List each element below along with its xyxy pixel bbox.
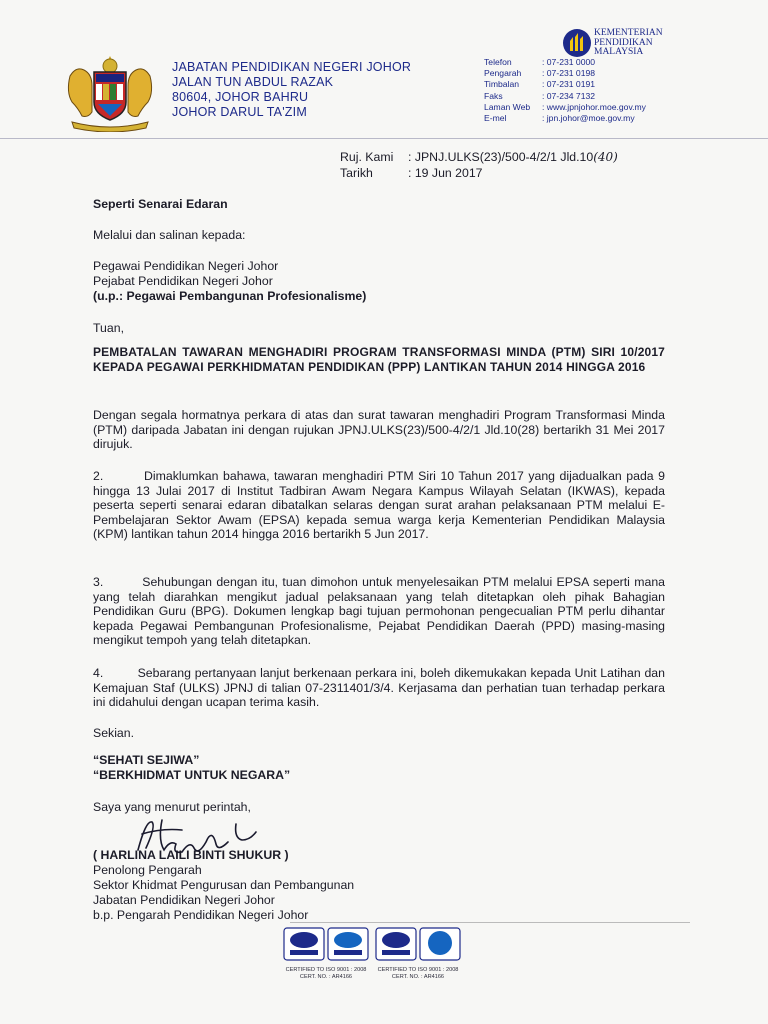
letter-date: : 19 Jun 2017 xyxy=(408,165,483,180)
recipient-line: Pegawai Pendidikan Negeri Johor xyxy=(93,259,279,273)
paragraph: Dengan segala hormatnya perkara di atas dan surat tawaran menghadiri Program Transformasi Minda (PTM) daripada Jabatan ini dengan rujukan JPNJ.ULKS(23)/500-4/2/1 Jld.10(28) bertarikh 31 Mei 2017 dirujuk. xyxy=(93,408,665,452)
contact-row: E-mel : jpn.johor@moe.gov.my xyxy=(484,113,635,124)
recipient-attention: (u.p.: Pegawai Pembangunan Profesionalisme) xyxy=(93,289,367,303)
closing-saya: Saya yang menurut perintah, xyxy=(93,800,251,814)
recipient-via: Melalui dan salinan kepada: xyxy=(93,228,246,242)
letterhead-divider xyxy=(0,138,768,139)
contact-row: Telefon : 07-231 0000 xyxy=(484,57,596,67)
contact-row: Faks : 07-234 7132 xyxy=(484,90,596,101)
closing-sekian: Sekian. xyxy=(93,726,135,740)
organization-address xyxy=(172,60,411,120)
contact-row: Laman Web : www.jpnjohor.moe.gov.my xyxy=(484,101,646,112)
motto-line: “SEHATI SEJIWA” xyxy=(93,753,200,767)
certification-caption: CERTIFIED TO ISO 9001 : 2008 CERT. NO. : AR4166 xyxy=(377,967,459,980)
signatory-title: Penolong Pengarah xyxy=(93,863,202,877)
coat-of-arms-icon xyxy=(62,52,158,132)
org-state: JOHOR DARUL TA'ZIM xyxy=(172,105,307,119)
paragraph: 3. Sehubungan dengan itu, tuan dimohon untuk menyelesaikan PTM melalui EPSA seperti mana yang telah diarahkan mengikut jadual pelaksanaan yang telah ditetapkan oleh pihak Bahagian Pendidikan Guru (BPG). Dokumen lengkap bagi tujuan permohonan pengecualian PTM perlu dihantar kepada Pegawai Pembangunan Profesionalisme, Pejabat Pendidikan Daerah (PPD) masing-masing mengikut tempoh yang telah ditetapkan. xyxy=(93,575,665,648)
org-street: JALAN TUN ABDUL RAZAK xyxy=(172,75,334,89)
signatory-sector: Sektor Khidmat Pengurusan dan Pembangunan xyxy=(93,878,355,892)
paragraph: 2. Dimaklumkan bahawa, tawaran menghadiri PTM Siri 10 Tahun 2017 yang dijadualkan pada 9 hingga 13 Julai 2017 di Institut Tadbiran Awam Negara Kampus Wilayah Selatan (IKWAS), kepada peserta seperti senarai edaran dibatalkan selaras dengan surat arahan pelaksanaan PTM melalui E-Pembelajaran Sektor Awam (EPSA) kepada semua warga kerja Kementerian Pendidikan Malaysia (KPM) lantikan tahun 2014 hingga 2016 bertarikh 5 Jun 2017. xyxy=(93,469,665,542)
org-name: JABATAN PENDIDIKAN NEGERI JOHOR xyxy=(172,60,412,74)
contact-row: Pengarah : 07-231 0198 xyxy=(484,68,596,79)
signatory-behalf: b.p. Pengarah Pendidikan Negeri Johor xyxy=(93,908,309,922)
contact-details xyxy=(484,57,646,124)
letter-subject: PEMBATALAN TAWARAN MENGHADIRI PROGRAM TRANSFORMASI MINDA (PTM) SIRI 10/2017 KEPADA PEGAWAI PERKHIDMATAN PENDIDIKAN (PPP) LANTIKAN TAHUN 2014 HINGGA 2016 xyxy=(93,345,665,374)
reference-row: Ruj. Kami : JPNJ.ULKS(23)/500-4/2/1 Jld.10 (40) xyxy=(340,150,618,164)
footer-divider xyxy=(290,922,690,923)
signatory-name: ( HARLINA LAILI BINTI SHUKUR ) xyxy=(93,848,289,862)
paragraph: 4. Sebarang pertanyaan lanjut berkenaan perkara ini, boleh dikemukakan kepada Unit Latihan dan Kemajuan Staf (ULKS) JPNJ di talian 07-2311401/3/4. Kerjasama dan perhatian tuan terhadap perkara ini didahului dengan ucapan terima kasih. xyxy=(93,666,665,710)
org-postcode: 80604, JOHOR BAHRU xyxy=(172,90,309,104)
contact-row: Timbalan : 07-231 0191 xyxy=(484,79,596,90)
reference-block xyxy=(340,150,618,181)
ministry-name: KEMENTERIAN PENDIDIKAN MALAYSIA xyxy=(594,28,663,58)
salutation: Tuan, xyxy=(93,321,124,335)
date-row: Tarikh : 19 Jun 2017 xyxy=(340,165,483,180)
recipient-to: Seperti Senarai Edaran xyxy=(93,197,228,211)
recipient-line: Pejabat Pendidikan Negeri Johor xyxy=(93,274,273,288)
motto-line: “BERKHIDMAT UNTUK NEGARA” xyxy=(93,768,291,782)
signatory-department: Jabatan Pendidikan Negeri Johor xyxy=(93,893,275,907)
reference-number: : JPNJ.ULKS(23)/500-4/2/1 Jld.10 xyxy=(408,150,594,164)
certification-caption: CERTIFIED TO ISO 9001 : 2008 CERT. NO. : AR4166 xyxy=(285,967,367,980)
reference-handwritten: (40) xyxy=(593,150,618,164)
